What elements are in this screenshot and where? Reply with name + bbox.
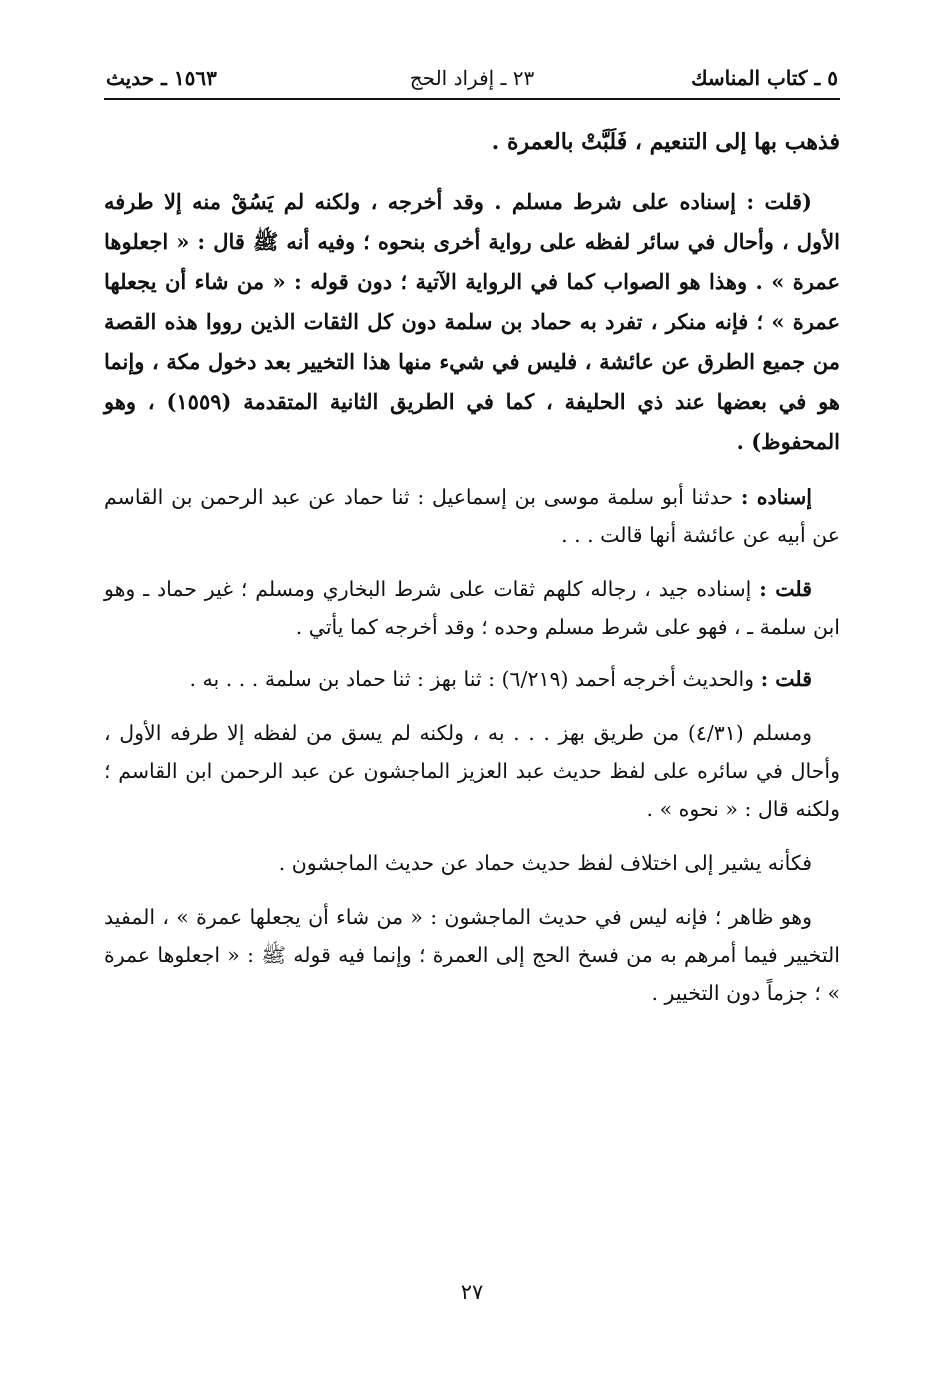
muslim-paragraph: ومسلم (٤/٣١) من طريق بهز . . . به ، ولكنه لم يسق من لفظه إلا طرفه الأول ، وأحال في سائره على لفظ حديث عبد العزيز الماجشون عن عبد الرحمن ابن القاسم ؛ ولكنه قال : « نحوه » . [104,721,840,821]
grading-text: إسناده جيد ، رجاله كلهم ثقات على شرط البخاري ومسلم ؛ غير حماد ـ وهو ابن سلمة ـ ، فهو على شرط مسلم وحده ؛ وقد أخرجه كما يأتي . [104,577,840,639]
author-note-paragraph: (قلت : إسناده على شرط مسلم . وقد أخرجه ، ولكنه لم يَسُقْ منه إلا طرفه الأول ، وأحال في سائر لفظه على رواية أخرى بنحوه ؛ وفيه أنه ﷺ قال : « اجعلوها عمرة » . وهذا هو الصواب كما في الرواية الآتية ؛ دون قوله : « من شاء أن يجعلها عمرة » ؛ فإنه منكر ، تفرد به حماد بن سلمة دون كل الثقات الذين رووا هذه القصة من جميع الطرق عن عائشة ، فليس في شيء منها هذا التخيير بعد دخول مكة ، وإنما هو في بعضها عند ذي الحليفة ، كما في الطريق الثانية المتقدمة (١٥٥٩) ، وهو المحفوظ) . [104,189,840,454]
page-number: ٢٧ [460,1280,484,1304]
isnad-text: حدثنا أبو سلمة موسى بن إسماعيل : ثنا حماد عن عبد الرحمن بن القاسم عن أبيه عن عائشة أنها قالت . . . [104,485,840,547]
explanation-paragraph: وهو ظاهر ؛ فإنه ليس في حديث الماجشون : « من شاء أن يجعلها عمرة » ، المفيد التخيير فيما أمرهم به من فسخ الحج إلى العمرة ؛ وإنما فيه قوله ﷺ : « اجعلوها عمرة » ؛ جزماً دون التخيير . [104,905,840,1005]
takhrij-text: والحديث أخرجه أحمد (٦/٢١٩) : ثنا بهز : ثنا حماد بن سلمة . . . به . [189,667,755,691]
grading-label: قلت : [759,577,812,601]
page [104,62,840,1322]
running-header [104,62,840,100]
header-chapter-title: ٢٣ ـ إفراد الحج [409,66,535,90]
hadith-text-ending: فذهب بها إلى التنعيم ، فَلَبَّتْ بالعمرة . [491,129,840,155]
comparison-paragraph: فكأنه يشير إلى اختلاف لفظ حديث حماد عن حديث الماجشون . [278,851,812,875]
isnad-label: إسناده : [740,485,812,509]
takhrij-paragraph [104,660,840,698]
grading-paragraph [104,570,840,646]
header-book-title: ٥ ـ كتاب المناسك [691,66,838,90]
takhrij-label: قلت : [760,667,812,691]
isnad-paragraph [104,478,840,554]
header-hadith-number: ١٥٦٣ ـ حديث [106,66,217,90]
